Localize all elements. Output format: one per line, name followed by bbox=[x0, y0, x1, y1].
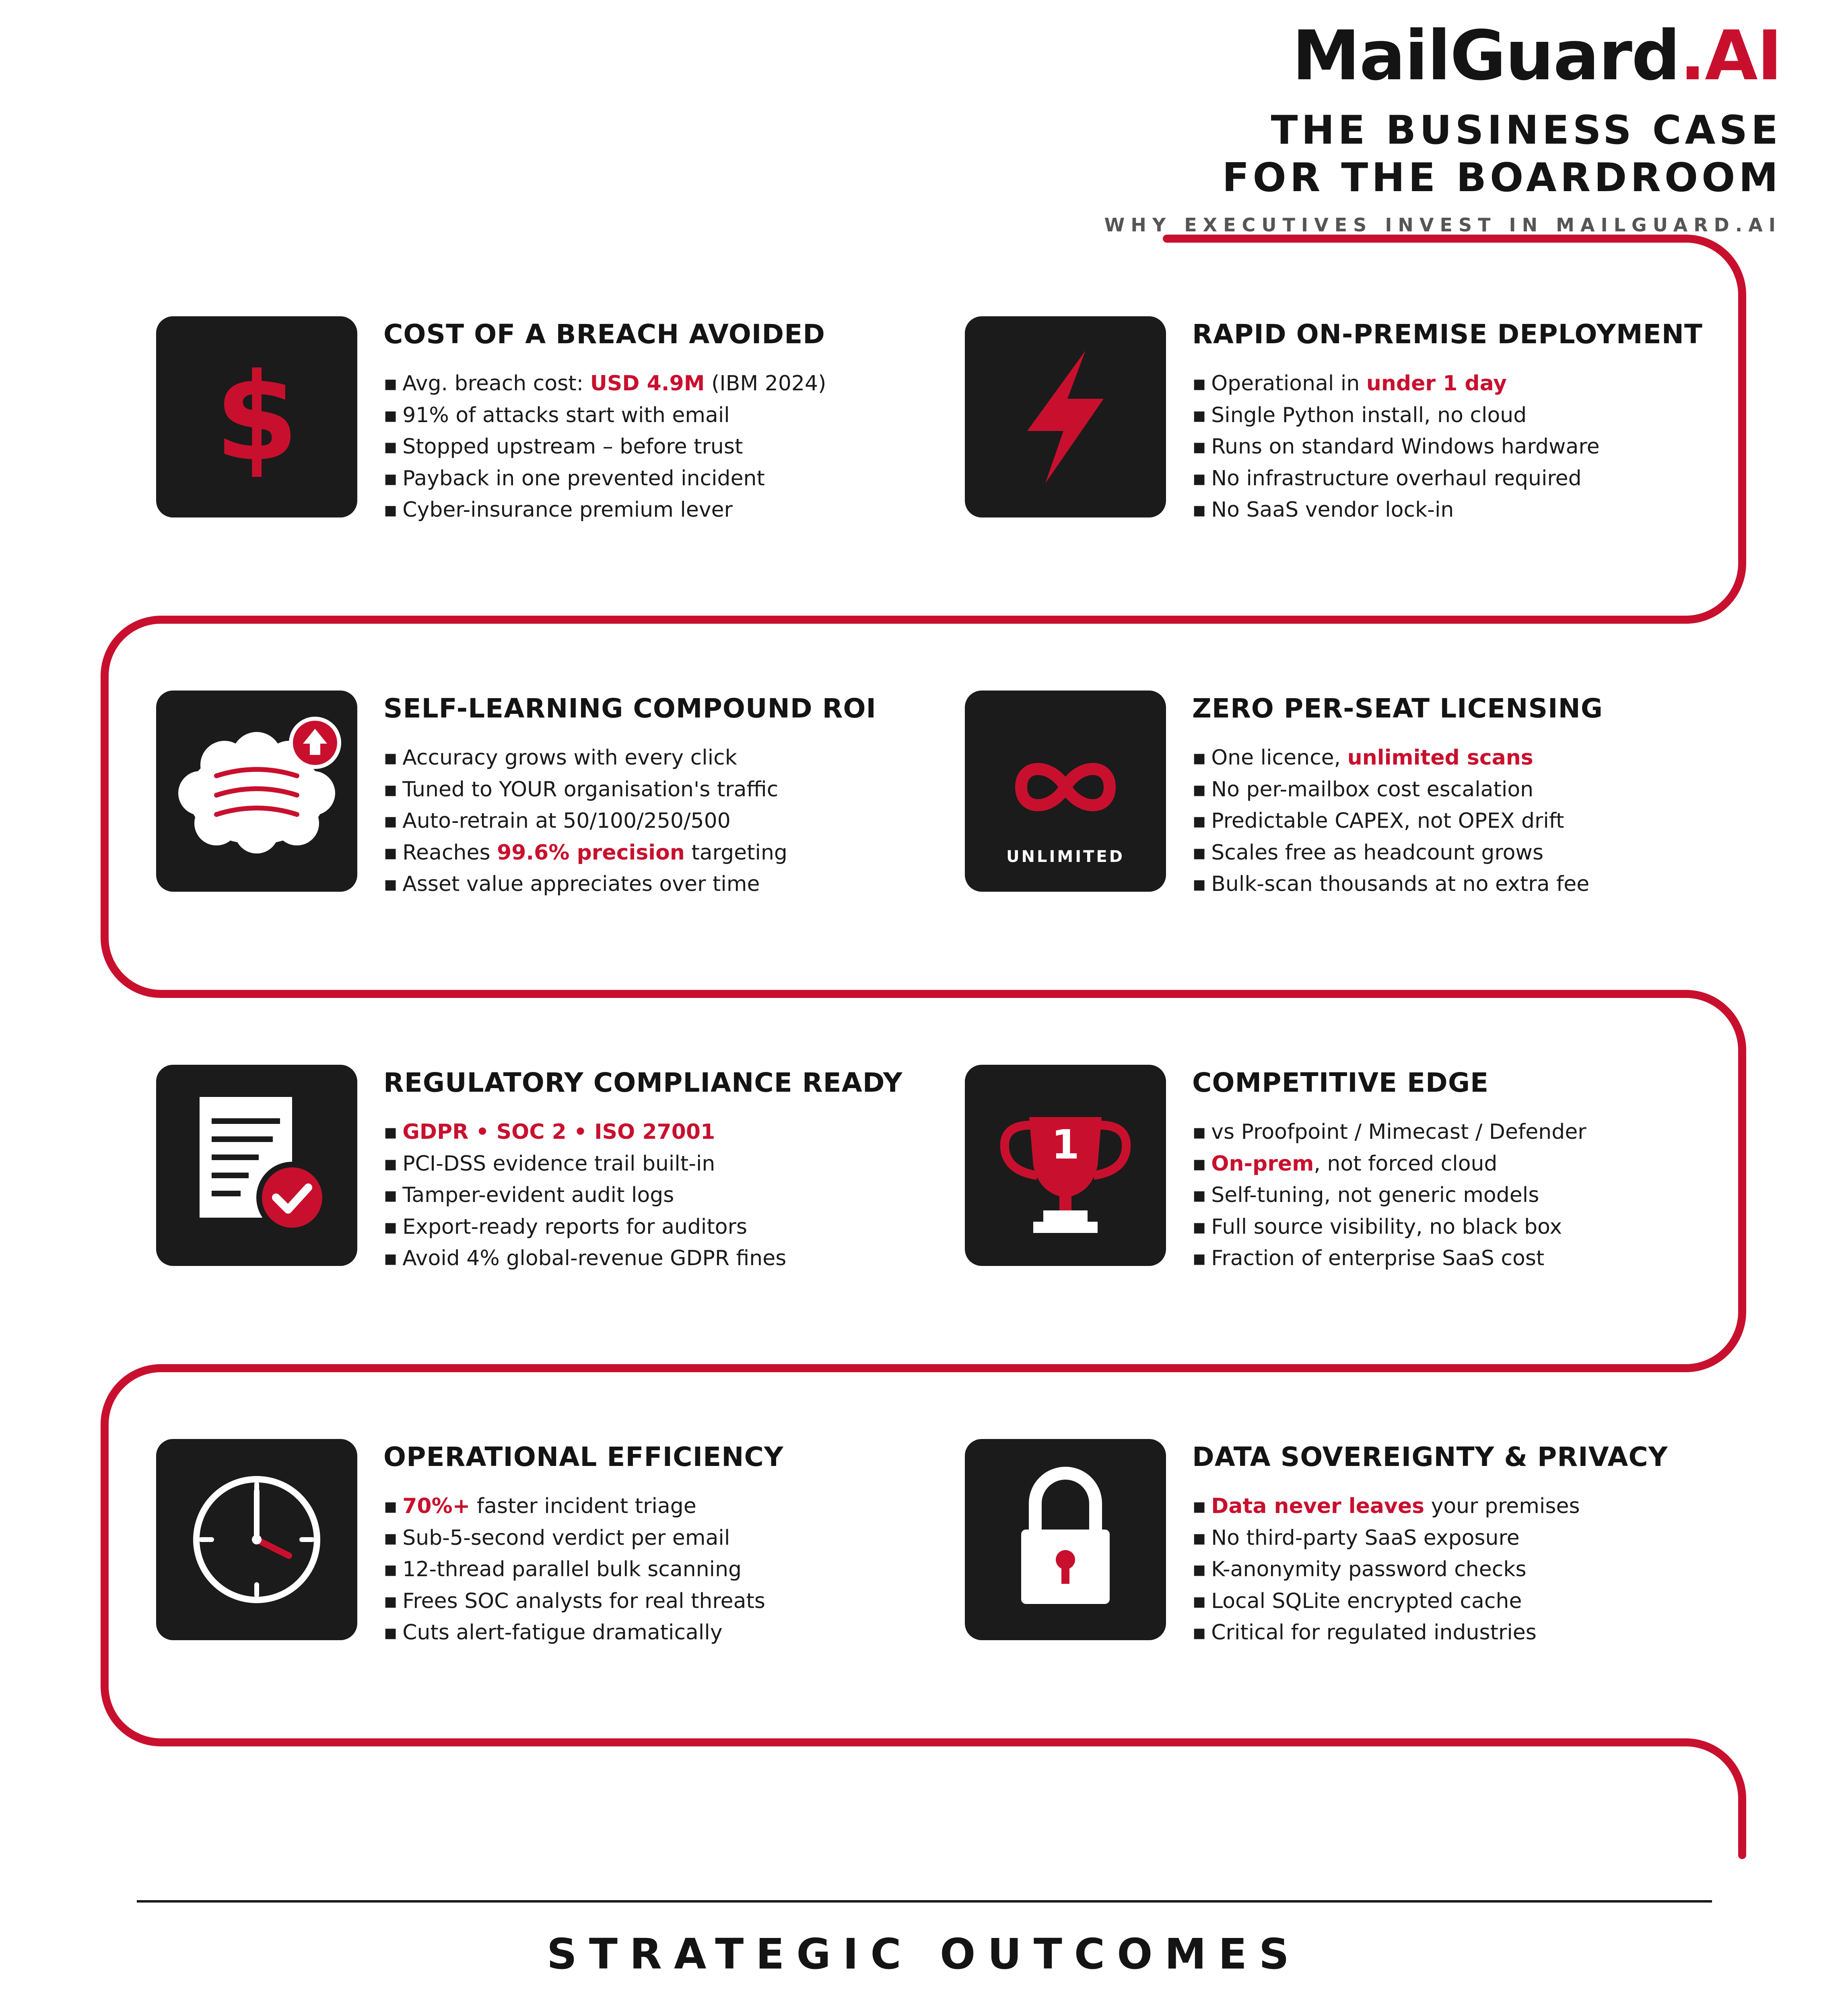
card-title: OPERATIONAL EFFICIENCY bbox=[383, 1441, 784, 1472]
card-zero-licensing bbox=[965, 691, 1721, 896]
bullet-item bbox=[1192, 431, 1600, 463]
card-title: SELF-LEARNING COMPOUND ROI bbox=[383, 693, 877, 724]
bullet-text: Tamper-evident audit logs bbox=[402, 1183, 674, 1207]
bullet-text: Export-ready reports for auditors bbox=[402, 1214, 748, 1239]
outcomes-title: STRATEGIC OUTCOMES bbox=[547, 1930, 1301, 1979]
bullet-item bbox=[383, 1617, 765, 1649]
bullet-item bbox=[383, 1211, 786, 1243]
bullet-text: Cuts alert-fatigue dramatically bbox=[402, 1620, 723, 1645]
bullet-item bbox=[383, 463, 826, 495]
bullet-highlight: On-prem bbox=[1211, 1151, 1314, 1176]
bullet-text: Sub-5-second verdict per email bbox=[402, 1525, 730, 1550]
section-divider bbox=[137, 1900, 1712, 1903]
bullet-list bbox=[383, 1116, 786, 1274]
bullet-text: Accuracy grows with every click bbox=[402, 746, 737, 770]
bullet-text: Scales free as headcount grows bbox=[1211, 840, 1544, 865]
bullet-text: Fraction of enterprise SaaS cost bbox=[1211, 1246, 1545, 1270]
bullet-list bbox=[383, 368, 826, 526]
bullet-text: Bulk-scan thousands at no extra fee bbox=[1211, 872, 1590, 896]
bullet-item bbox=[1192, 1243, 1586, 1274]
bullet-item bbox=[383, 1243, 786, 1274]
bullet-item bbox=[1192, 868, 1589, 900]
bullet-item bbox=[1192, 742, 1589, 774]
bullet-highlight: 99.6% precision bbox=[497, 840, 685, 865]
infinity-icon bbox=[965, 691, 1166, 892]
bullet-item bbox=[383, 1490, 765, 1522]
bullet-text: Operational in bbox=[1211, 371, 1366, 396]
bullet-item bbox=[1192, 1522, 1580, 1554]
bullet-text: No SaaS vendor lock-in bbox=[1211, 498, 1454, 522]
padlock-icon bbox=[965, 1439, 1166, 1640]
bullet-text: vs Proofpoint / Mimecast / Defender bbox=[1211, 1120, 1586, 1144]
bullet-text: 91% of attacks start with email bbox=[402, 403, 730, 427]
bullet-item bbox=[1192, 368, 1600, 400]
bullet-item bbox=[1192, 774, 1589, 806]
card-title: COST OF A BREACH AVOIDED bbox=[383, 319, 826, 350]
bullet-text: faster incident triage bbox=[470, 1494, 696, 1518]
bullet-highlight: under 1 day bbox=[1366, 371, 1507, 396]
bullet-item bbox=[383, 1522, 765, 1554]
bullet-text: No third-party SaaS exposure bbox=[1211, 1525, 1520, 1550]
bullet-item bbox=[383, 837, 787, 869]
card-title: ZERO PER-SEAT LICENSING bbox=[1192, 693, 1603, 724]
lightning-icon bbox=[965, 316, 1166, 517]
card-title: RAPID ON-PREMISE DEPLOYMENT bbox=[1192, 319, 1703, 350]
bullet-item bbox=[383, 494, 826, 526]
trophy-number: 1 bbox=[1051, 1121, 1080, 1168]
bullet-item bbox=[1192, 1554, 1580, 1585]
dollar-icon bbox=[156, 316, 357, 517]
bullet-text: Asset value appreciates over time bbox=[402, 872, 760, 896]
bullet-list bbox=[1192, 368, 1600, 526]
bullet-item bbox=[383, 774, 787, 806]
bullet-item bbox=[1192, 463, 1600, 495]
brain-upgrade-icon bbox=[156, 691, 357, 892]
headline-line-1: THE BUSINESS CASE bbox=[1271, 107, 1782, 153]
card-compliance bbox=[156, 1065, 913, 1270]
bullet-text: One licence, bbox=[1211, 746, 1347, 770]
bullet-text: Runs on standard Windows hardware bbox=[1211, 435, 1600, 459]
card-title: DATA SOVEREIGNTY & PRIVACY bbox=[1192, 1441, 1668, 1472]
bullet-text: Payback in one prevented incident bbox=[402, 466, 765, 491]
bullet-highlight: 70%+ bbox=[402, 1494, 470, 1518]
bullet-list bbox=[383, 1490, 765, 1649]
card-operational-efficiency bbox=[156, 1439, 913, 1645]
bullet-text: Local SQLite encrypted cache bbox=[1211, 1589, 1522, 1613]
bullet-list bbox=[383, 742, 787, 900]
bullet-item bbox=[383, 400, 826, 431]
bullet-item bbox=[383, 1148, 786, 1180]
brand-accent: .AI bbox=[1679, 16, 1782, 96]
bullet-item bbox=[383, 431, 826, 463]
bullet-text: Self-tuning, not generic models bbox=[1211, 1183, 1539, 1207]
bullet-item bbox=[383, 868, 787, 900]
card-title: COMPETITIVE EDGE bbox=[1192, 1067, 1489, 1098]
bullet-list bbox=[1192, 742, 1589, 900]
bullet-text: 12-thread parallel bulk scanning bbox=[402, 1557, 742, 1581]
bullet-item bbox=[383, 1116, 786, 1148]
card-self-learning bbox=[156, 691, 913, 896]
bullet-text: Critical for regulated industries bbox=[1211, 1620, 1537, 1645]
bullet-text: Single Python install, no cloud bbox=[1211, 403, 1527, 427]
bullet-item bbox=[383, 368, 826, 400]
bullet-text: Cyber-insurance premium lever bbox=[402, 498, 733, 522]
bullet-item bbox=[1192, 837, 1589, 869]
bullet-list bbox=[1192, 1490, 1580, 1649]
bullet-item bbox=[1192, 400, 1600, 431]
bullet-text: PCI-DSS evidence trail built-in bbox=[402, 1151, 715, 1176]
bullet-item bbox=[1192, 1585, 1580, 1617]
document-check-icon bbox=[156, 1065, 357, 1266]
bullet-text: your premises bbox=[1424, 1494, 1580, 1518]
card-breach-cost bbox=[156, 316, 913, 522]
bullet-text: K-anonymity password checks bbox=[1211, 1557, 1527, 1581]
bullet-text: No infrastructure overhaul required bbox=[1211, 466, 1582, 491]
card-competitive-edge bbox=[965, 1065, 1721, 1270]
svg-text:$: $ bbox=[214, 347, 299, 488]
bullet-text: , not forced cloud bbox=[1314, 1151, 1498, 1176]
headline-line-2: FOR THE BOARDROOM bbox=[1222, 155, 1782, 201]
card-rapid-deployment bbox=[965, 316, 1721, 522]
bullet-highlight: unlimited scans bbox=[1347, 746, 1533, 770]
bullet-text: Reaches bbox=[402, 840, 497, 865]
bullet-text: No per-mailbox cost escalation bbox=[1211, 777, 1534, 802]
card-title: REGULATORY COMPLIANCE READY bbox=[383, 1067, 903, 1098]
bullet-item bbox=[1192, 805, 1589, 837]
bullet-text: Full source visibility, no black box bbox=[1211, 1214, 1562, 1239]
bullet-item bbox=[1192, 494, 1600, 526]
bullet-item bbox=[1192, 1116, 1586, 1148]
bullet-list bbox=[1192, 1116, 1586, 1274]
bullet-text: Predictable CAPEX, not OPEX drift bbox=[1211, 809, 1564, 833]
bullet-item bbox=[383, 742, 787, 774]
bullet-text: Frees SOC analysts for real threats bbox=[402, 1589, 766, 1613]
bullet-text: Tuned to YOUR organisation's traffic bbox=[402, 777, 779, 802]
bullet-highlight: GDPR • SOC 2 • ISO 27001 bbox=[402, 1120, 715, 1144]
trophy-icon bbox=[965, 1065, 1166, 1266]
bullet-item bbox=[1192, 1490, 1580, 1522]
bullet-highlight: Data never leaves bbox=[1211, 1494, 1425, 1518]
bullet-text: Stopped upstream – before trust bbox=[402, 435, 743, 459]
bullet-highlight: USD 4.9M bbox=[590, 371, 705, 396]
clock-icon bbox=[156, 1439, 357, 1640]
bullet-text: targeting bbox=[684, 840, 787, 865]
bullet-text: (IBM 2024) bbox=[705, 371, 826, 396]
bullet-item bbox=[383, 1585, 765, 1617]
bullet-item bbox=[1192, 1617, 1580, 1649]
unlimited-label: UNLIMITED bbox=[1006, 847, 1125, 866]
bullet-item bbox=[1192, 1179, 1586, 1211]
bullet-item bbox=[383, 1179, 786, 1211]
bullet-text: Avoid 4% global-revenue GDPR fines bbox=[402, 1246, 787, 1270]
bullet-text: Avg. breach cost: bbox=[402, 371, 590, 396]
bullet-item bbox=[383, 1554, 765, 1585]
brand-name: MailGuard bbox=[1292, 16, 1680, 96]
bullet-item bbox=[383, 805, 787, 837]
bullet-item bbox=[1192, 1211, 1586, 1243]
tagline: WHY EXECUTIVES INVEST IN MAILGUARD.AI bbox=[1104, 214, 1782, 236]
card-data-sovereignty bbox=[965, 1439, 1721, 1645]
bullet-item bbox=[1192, 1148, 1586, 1180]
bullet-text: Auto-retrain at 50/100/250/500 bbox=[402, 809, 731, 833]
